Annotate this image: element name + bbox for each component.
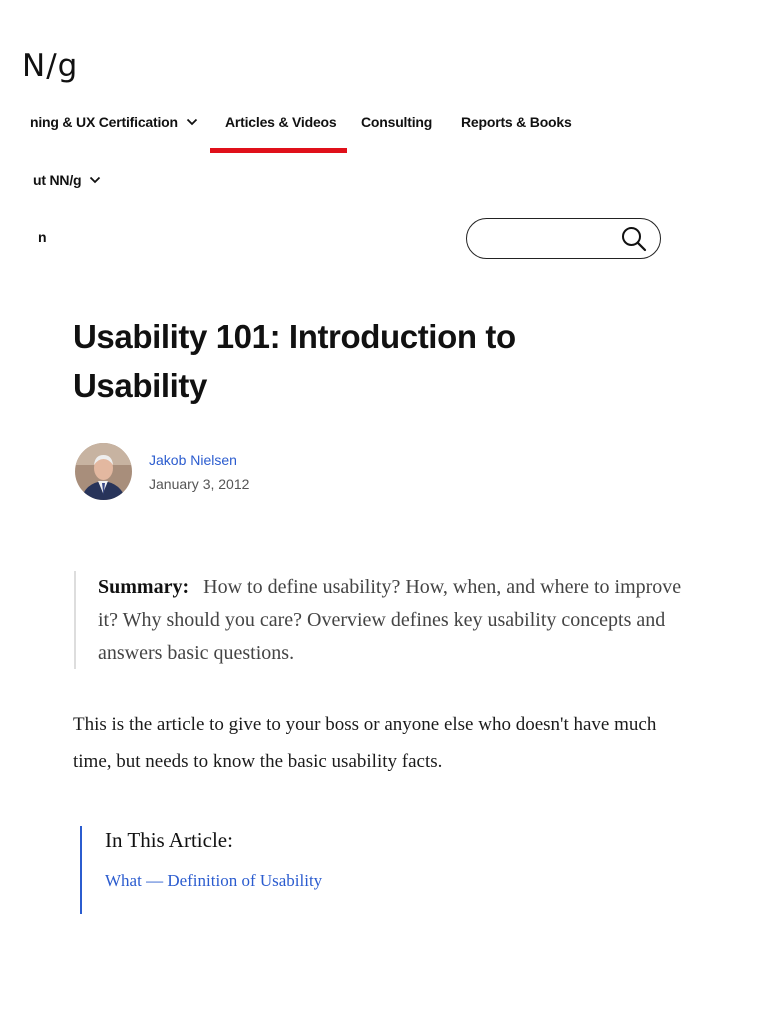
nav-item-label: n xyxy=(38,229,47,245)
chevron-down-icon xyxy=(186,116,198,128)
author-avatar[interactable] xyxy=(75,443,132,500)
nav-item-label: Articles & Videos xyxy=(225,114,337,130)
author-link[interactable]: Jakob Nielsen xyxy=(149,452,237,468)
site-logo[interactable]: N/g xyxy=(22,48,79,84)
nav-item-consulting[interactable] xyxy=(361,114,432,130)
toc-link-definition[interactable]: What — Definition of Usability xyxy=(105,871,323,890)
nav-item-login[interactable] xyxy=(38,229,46,245)
page-title: Usability 101: Introduction to Usability xyxy=(73,318,516,404)
table-of-contents xyxy=(80,826,480,914)
chevron-down-icon xyxy=(89,174,101,186)
nav-item-articles-videos[interactable] xyxy=(225,114,337,130)
nav-item-about-nng[interactable] xyxy=(33,172,101,188)
summary-label: Summary: xyxy=(98,576,190,598)
search-icon[interactable] xyxy=(620,225,648,253)
active-nav-indicator xyxy=(210,148,347,153)
nav-item-label: Consulting xyxy=(361,114,433,130)
search-input[interactable] xyxy=(466,218,661,259)
nav-item-label: Reports & Books xyxy=(461,114,572,130)
avatar-image xyxy=(75,443,132,500)
nav-item-training-certification[interactable] xyxy=(30,114,198,130)
nav-item-reports-books[interactable] xyxy=(461,114,572,130)
summary-text: How to define usability? How, when, and where to improve it? Why should you care? Overview defines key usability concepts and answers basic questions. xyxy=(98,576,682,664)
article-intro: This is the article to give to your boss or anyone else who doesn't have much time, but needs to know the basic usability facts. xyxy=(73,714,657,772)
nav-item-label: ning & UX Certification xyxy=(30,114,178,130)
publish-date: January 3, 2012 xyxy=(149,476,250,492)
nav-item-label: ut NN/g xyxy=(33,172,82,188)
toc-heading: In This Article: xyxy=(105,828,233,852)
article-summary xyxy=(74,571,694,669)
